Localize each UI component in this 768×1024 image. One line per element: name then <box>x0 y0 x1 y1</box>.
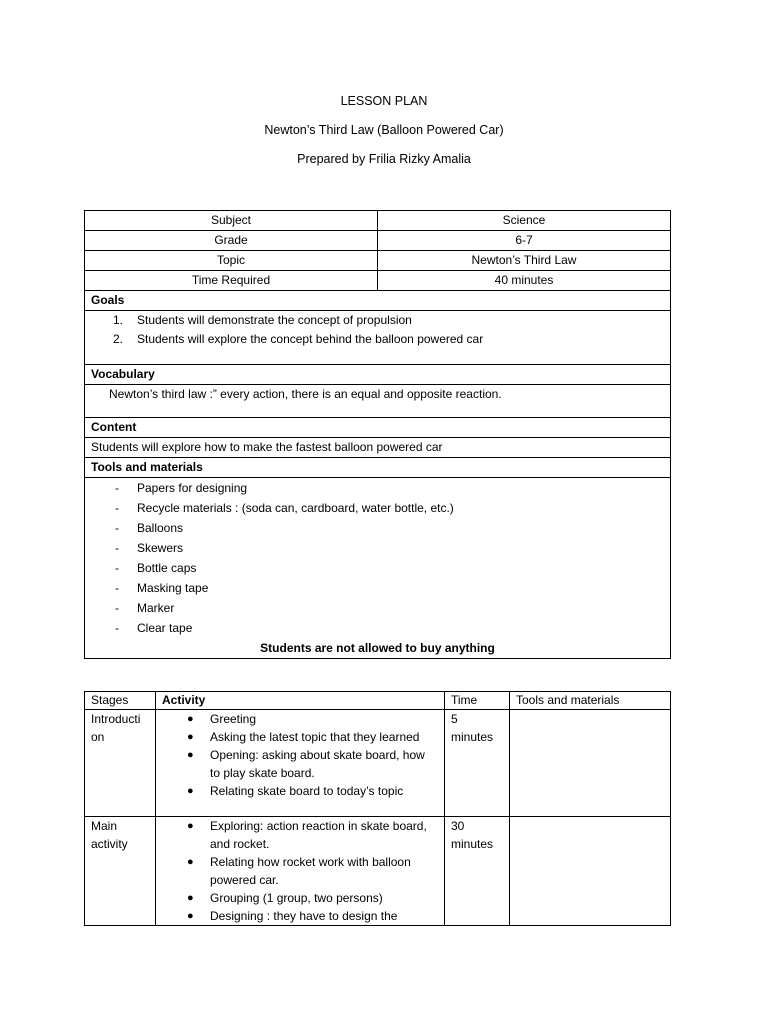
activity-item: ● Opening: asking about skate board, how to play skate board. <box>187 748 425 780</box>
tools-header-row <box>85 458 671 478</box>
info-label: Time Required <box>85 271 378 291</box>
tool-item: - Papers for designing <box>115 481 248 495</box>
activity-list <box>162 710 438 800</box>
info-row <box>85 231 671 251</box>
tools-list <box>91 478 664 638</box>
activity-list <box>162 817 438 925</box>
stage-activities <box>156 710 445 817</box>
goals-list <box>91 311 664 349</box>
content-header-row <box>85 418 671 438</box>
info-row <box>85 251 671 271</box>
info-value: Science <box>378 211 671 231</box>
tool-item: - Recycle materials : (soda can, cardboard, water bottle, etc.) <box>115 501 454 515</box>
stage-row <box>85 817 671 926</box>
lesson-plan-author: Prepared by Frilia Rizky Amalia <box>297 152 471 166</box>
tools-materials-header: Tools and materials <box>510 692 671 710</box>
stage-name: Main activity <box>85 817 156 926</box>
tool-item: - Skewers <box>115 541 184 555</box>
activity-item: ● Exploring: action reaction in skate board, and rocket. <box>187 819 427 851</box>
goals-title: Goals <box>85 291 671 311</box>
info-value: Newton’s Third Law <box>378 251 671 271</box>
stage-time: 5 minutes <box>445 710 510 817</box>
info-row <box>85 271 671 291</box>
lesson-info-table <box>84 210 671 659</box>
activity-item: ● Greeting <box>187 712 257 726</box>
stage-time: 30 minutes <box>445 817 510 926</box>
tools-cell <box>85 478 671 659</box>
stages-header: Stages <box>85 692 156 710</box>
tools-title: Tools and materials <box>85 458 671 478</box>
info-label: Grade <box>85 231 378 251</box>
tool-item: - Marker <box>115 601 175 615</box>
content-row <box>85 438 671 458</box>
time-header: Time <box>445 692 510 710</box>
activity-item: ● Designing : they have to design the <box>187 909 398 923</box>
stages-table <box>84 691 671 926</box>
activity-header: Activity <box>156 692 445 710</box>
info-label: Topic <box>85 251 378 271</box>
lesson-plan-subtitle: Newton’s Third Law (Balloon Powered Car) <box>264 123 504 137</box>
info-label: Subject <box>85 211 378 231</box>
stage-tools <box>510 710 671 817</box>
content-title: Content <box>85 418 671 438</box>
tools-row <box>85 478 671 659</box>
stage-tools <box>510 817 671 926</box>
vocabulary-header-row <box>85 365 671 385</box>
info-row <box>85 211 671 231</box>
goal-item: 2. Students will explore the concept behind the balloon powered car <box>113 332 484 346</box>
vocabulary-title: Vocabulary <box>85 365 671 385</box>
lesson-plan-title: LESSON PLAN <box>340 94 428 108</box>
stage-activities <box>156 817 445 926</box>
tools-note: Students are not allowed to buy anything <box>260 641 495 655</box>
info-value: 40 minutes <box>378 271 671 291</box>
tool-item: - Bottle caps <box>115 561 197 575</box>
stage-row <box>85 710 671 817</box>
goals-header-row <box>85 291 671 311</box>
stage-name: Introducti on <box>85 710 156 817</box>
goals-row <box>85 311 671 365</box>
activity-item: ● Relating how rocket work with balloon powered car. <box>187 855 411 887</box>
activity-item: ● Grouping (1 group, two persons) <box>187 891 383 905</box>
activity-item: ● Relating skate board to today’s topic <box>187 784 404 798</box>
vocabulary-row <box>85 385 671 418</box>
activity-item: ● Asking the latest topic that they learned <box>187 730 420 744</box>
goals-cell <box>85 311 671 365</box>
info-value: 6-7 <box>378 231 671 251</box>
content-text: Students will explore how to make the fastest balloon powered car <box>85 438 671 458</box>
tool-item: - Masking tape <box>115 581 209 595</box>
vocabulary-text: Newton’s third law :” every action, there is an equal and opposite reaction. <box>85 385 671 418</box>
tool-item: - Balloons <box>115 521 184 535</box>
goal-item: 1. Students will demonstrate the concept of propulsion <box>113 313 412 327</box>
stages-header-row <box>85 692 671 710</box>
tool-item: - Clear tape <box>115 621 193 635</box>
